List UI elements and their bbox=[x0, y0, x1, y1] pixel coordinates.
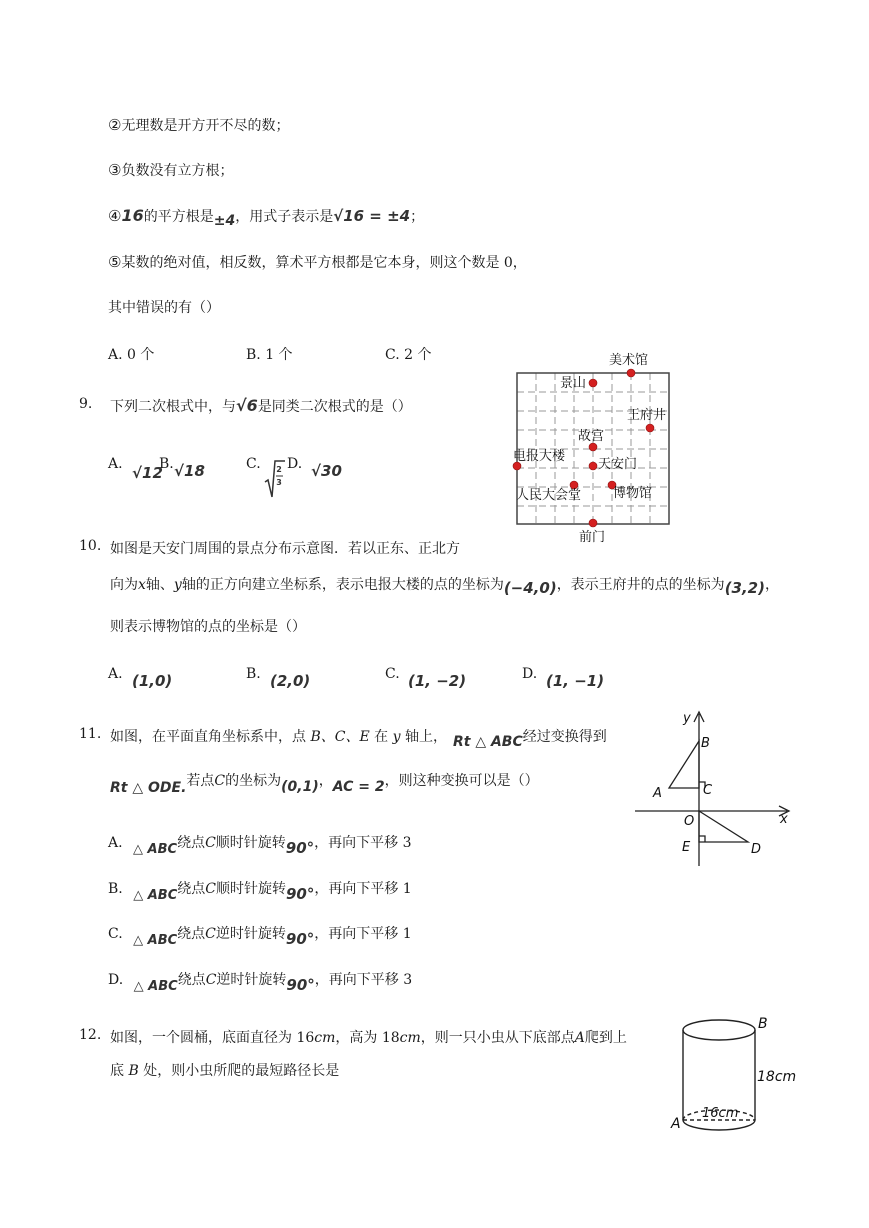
label-wangfujing: 王府井 bbox=[627, 408, 667, 423]
text: ，表示王府井的点的坐标为 bbox=[556, 577, 725, 593]
text: 顺时针旋转 bbox=[215, 835, 286, 851]
label-gugong: 故宫 bbox=[578, 429, 605, 444]
label-a: A bbox=[671, 1116, 681, 1132]
triangle-abc: △ ABC bbox=[133, 979, 178, 994]
sqrt-expression: √16 = ±4 bbox=[333, 207, 411, 225]
coord-dianbao: (−4,0) bbox=[503, 579, 557, 597]
number-16: 16 bbox=[121, 206, 144, 225]
text: ， bbox=[318, 773, 333, 789]
angle-90: 90° bbox=[285, 839, 315, 857]
label-c: C bbox=[703, 783, 713, 798]
text: 轴上， bbox=[404, 729, 447, 745]
label-o: O bbox=[684, 814, 695, 829]
label-y: y bbox=[683, 711, 691, 726]
question-10-line3: 则表示博物馆的点的坐标是（） bbox=[110, 619, 306, 635]
point-gugong bbox=[589, 443, 597, 451]
var-c: C bbox=[205, 835, 216, 851]
text: 如图，一个圆桶，底面直径为 16 bbox=[110, 1030, 315, 1046]
text: 绕点 bbox=[177, 926, 206, 942]
option-a: A. 0 个 bbox=[108, 347, 155, 363]
item-marker: ⑤ bbox=[108, 253, 122, 271]
item-text: 负数没有立方根； bbox=[121, 163, 234, 179]
text: 如图，在平面直角坐标系中，点 bbox=[110, 729, 306, 745]
option-c: C. 2 个 bbox=[385, 347, 432, 363]
list-item-4 bbox=[108, 206, 425, 229]
q10-option-c-label: C. bbox=[385, 666, 400, 682]
unit-cm: cm bbox=[399, 1030, 421, 1046]
label-qianmen: 前门 bbox=[579, 530, 606, 545]
question-text: 下列二次根式中，与 bbox=[110, 399, 236, 415]
triangle-abc-shape bbox=[669, 741, 699, 788]
triangle-abc: △ ABC bbox=[133, 842, 178, 857]
q9-option-c-value bbox=[264, 458, 286, 504]
text: 的坐标为 bbox=[225, 773, 282, 789]
option-label: A. bbox=[108, 835, 123, 851]
question-11-line1 bbox=[110, 726, 607, 750]
text: 在 bbox=[374, 729, 389, 745]
var-c: C bbox=[205, 926, 216, 942]
item-text: ，用式子表示是 bbox=[235, 209, 334, 225]
q11-option-c bbox=[108, 923, 412, 948]
text: 向为 bbox=[110, 577, 138, 593]
question-11-number: 11. bbox=[79, 726, 102, 742]
point-wangfujing bbox=[646, 424, 654, 432]
var-y: y bbox=[392, 729, 401, 745]
fraction-denominator: 3 bbox=[276, 478, 282, 487]
q10-option-d-label: D. bbox=[522, 666, 538, 682]
pm-4: ±4 bbox=[213, 213, 236, 229]
q9-option-a bbox=[108, 456, 123, 472]
text: ，再向下平移 3 bbox=[314, 972, 413, 988]
item-marker: ② bbox=[108, 116, 122, 134]
q11-option-d bbox=[108, 969, 413, 994]
var-b: B bbox=[128, 1063, 139, 1079]
item-text: 无理数是开方开不尽的数； bbox=[121, 118, 290, 134]
q10-option-d-value: (1, −1) bbox=[546, 672, 605, 690]
coord-c: (0,1) bbox=[281, 779, 319, 795]
cylinder-figure bbox=[668, 1014, 798, 1136]
text: 绕点 bbox=[177, 972, 206, 988]
item-text: 某数的绝对值，相反数，算术平方根都是它本身，则这个数是 0， bbox=[121, 255, 527, 271]
item-text: ； bbox=[410, 209, 425, 225]
text: ， bbox=[764, 577, 779, 593]
question-12-line1 bbox=[110, 1027, 627, 1047]
coordinate-figure bbox=[630, 708, 795, 873]
item-marker: ④ bbox=[108, 207, 122, 225]
rt-abc: Rt △ ABC bbox=[452, 734, 523, 750]
text: 经过变换得到 bbox=[522, 729, 607, 745]
text: 逆时针旋转 bbox=[216, 972, 287, 988]
triangle-abc: △ ABC bbox=[133, 888, 178, 903]
label-renmin: 人民大会堂 bbox=[516, 488, 582, 503]
question-12-number: 12. bbox=[79, 1027, 102, 1043]
label-a: A bbox=[653, 786, 662, 801]
label-bowuguan: 博物馆 bbox=[613, 486, 653, 501]
angle-90: 90° bbox=[286, 976, 315, 994]
diameter-label: 16cm bbox=[702, 1106, 739, 1121]
option-b: B. 1 个 bbox=[246, 347, 293, 363]
text: 顺时针旋转 bbox=[215, 881, 286, 897]
question-9-text bbox=[110, 396, 412, 416]
label-tiananmen: 天安门 bbox=[598, 457, 638, 472]
point-jingshan bbox=[589, 379, 597, 387]
q10-option-a-value: (1,0) bbox=[132, 672, 173, 690]
option-label: D. bbox=[108, 972, 124, 988]
sqrt-fraction-icon bbox=[264, 458, 286, 500]
label-dianbao: 电报大楼 bbox=[513, 449, 566, 464]
text: 底 bbox=[110, 1063, 124, 1079]
q9-option-d-value: √30 bbox=[311, 462, 342, 480]
text: 轴的正方向建立坐标系，表示电报大楼的点的坐标为 bbox=[181, 577, 504, 593]
q9-option-d-label: D. bbox=[287, 456, 303, 472]
ac-length: AC = 2 bbox=[332, 779, 385, 795]
triangle-ode-shape bbox=[699, 811, 748, 842]
label-meishuguan: 美术馆 bbox=[609, 353, 649, 368]
q9-option-b-value: √18 bbox=[174, 462, 205, 480]
text: 若点 bbox=[186, 773, 215, 789]
triangle-abc: △ ABC bbox=[133, 933, 178, 948]
text: ，则这种变换可以是（） bbox=[384, 773, 539, 789]
text: 逆时针旋转 bbox=[215, 926, 286, 942]
coord-wangfujing: (3,2) bbox=[724, 579, 765, 597]
angle-90: 90° bbox=[285, 930, 315, 948]
text: ，高为 18 bbox=[335, 1030, 400, 1046]
q11-option-b bbox=[108, 878, 412, 903]
option-label: C. bbox=[108, 926, 123, 942]
label-d: D bbox=[751, 842, 762, 857]
text: 处，则小虫所爬的最短路径长是 bbox=[143, 1063, 340, 1079]
item-marker: ③ bbox=[108, 161, 122, 179]
label-e: E bbox=[682, 840, 691, 855]
point-meishuguan bbox=[627, 369, 635, 377]
unit-cm: cm bbox=[314, 1030, 336, 1046]
question-12-line2 bbox=[110, 1060, 339, 1080]
height-label: 18cm bbox=[757, 1069, 797, 1085]
question-text: 是同类二次根式的是（） bbox=[257, 399, 412, 415]
q10-option-b-value: (2,0) bbox=[270, 672, 311, 690]
question-9 bbox=[79, 396, 92, 412]
question-10-line2 bbox=[110, 574, 779, 597]
text: 爬到上 bbox=[584, 1030, 627, 1046]
radical-6: √6 bbox=[236, 396, 258, 415]
label-b: B bbox=[758, 1016, 768, 1032]
q9-option-a-value: √12 bbox=[132, 464, 163, 482]
q10-option-b-label: B. bbox=[246, 666, 261, 682]
question-10-number: 10. bbox=[79, 538, 102, 554]
label-x: x bbox=[780, 812, 788, 827]
point-tiananmen bbox=[589, 462, 597, 470]
question-number: 9. bbox=[79, 396, 93, 412]
tiananmen-map bbox=[505, 346, 690, 548]
label-jingshan: 景山 bbox=[560, 376, 587, 391]
q9-option-b-label: B. bbox=[159, 456, 174, 472]
var-x: x bbox=[138, 577, 146, 593]
rt-ode: Rt △ ODE. bbox=[110, 780, 187, 796]
conclusion-text: 其中错误的有（） bbox=[108, 300, 220, 316]
question-11-line2 bbox=[110, 770, 539, 796]
text: 绕点 bbox=[177, 881, 206, 897]
text: ，再向下平移 1 bbox=[314, 881, 412, 897]
text: ，再向下平移 1 bbox=[314, 926, 412, 942]
q10-option-a-label: A. bbox=[108, 666, 123, 682]
list-item-5 bbox=[108, 252, 527, 272]
fraction-numerator: 2 bbox=[276, 465, 282, 474]
points-bce: B、C、E bbox=[310, 729, 370, 745]
point-qianmen bbox=[589, 519, 597, 527]
var-c: C bbox=[214, 773, 226, 789]
option-label: B. bbox=[108, 881, 123, 897]
label-b: B bbox=[701, 736, 710, 751]
var-y: y bbox=[173, 577, 182, 593]
question-10-line1: 如图是天安门周围的景点分布示意图．若以正东、正北方 bbox=[110, 541, 460, 557]
var-a: A bbox=[574, 1030, 585, 1046]
text: ，则一只小虫从下底部点 bbox=[420, 1030, 575, 1046]
q10-option-c-value: (1, −2) bbox=[408, 672, 467, 690]
q9-option-c-label: C. bbox=[246, 456, 261, 472]
text: 绕点 bbox=[177, 835, 206, 851]
angle-90: 90° bbox=[285, 885, 315, 903]
list-item-3 bbox=[108, 160, 233, 180]
var-c: C bbox=[205, 972, 217, 988]
text: ，再向下平移 3 bbox=[314, 835, 412, 851]
q11-option-a bbox=[108, 832, 412, 857]
option-label: A. bbox=[108, 456, 123, 472]
var-c: C bbox=[205, 881, 216, 897]
item-text: 的平方根是 bbox=[143, 209, 214, 225]
list-item-2 bbox=[108, 115, 289, 135]
text: 轴、 bbox=[145, 577, 174, 593]
